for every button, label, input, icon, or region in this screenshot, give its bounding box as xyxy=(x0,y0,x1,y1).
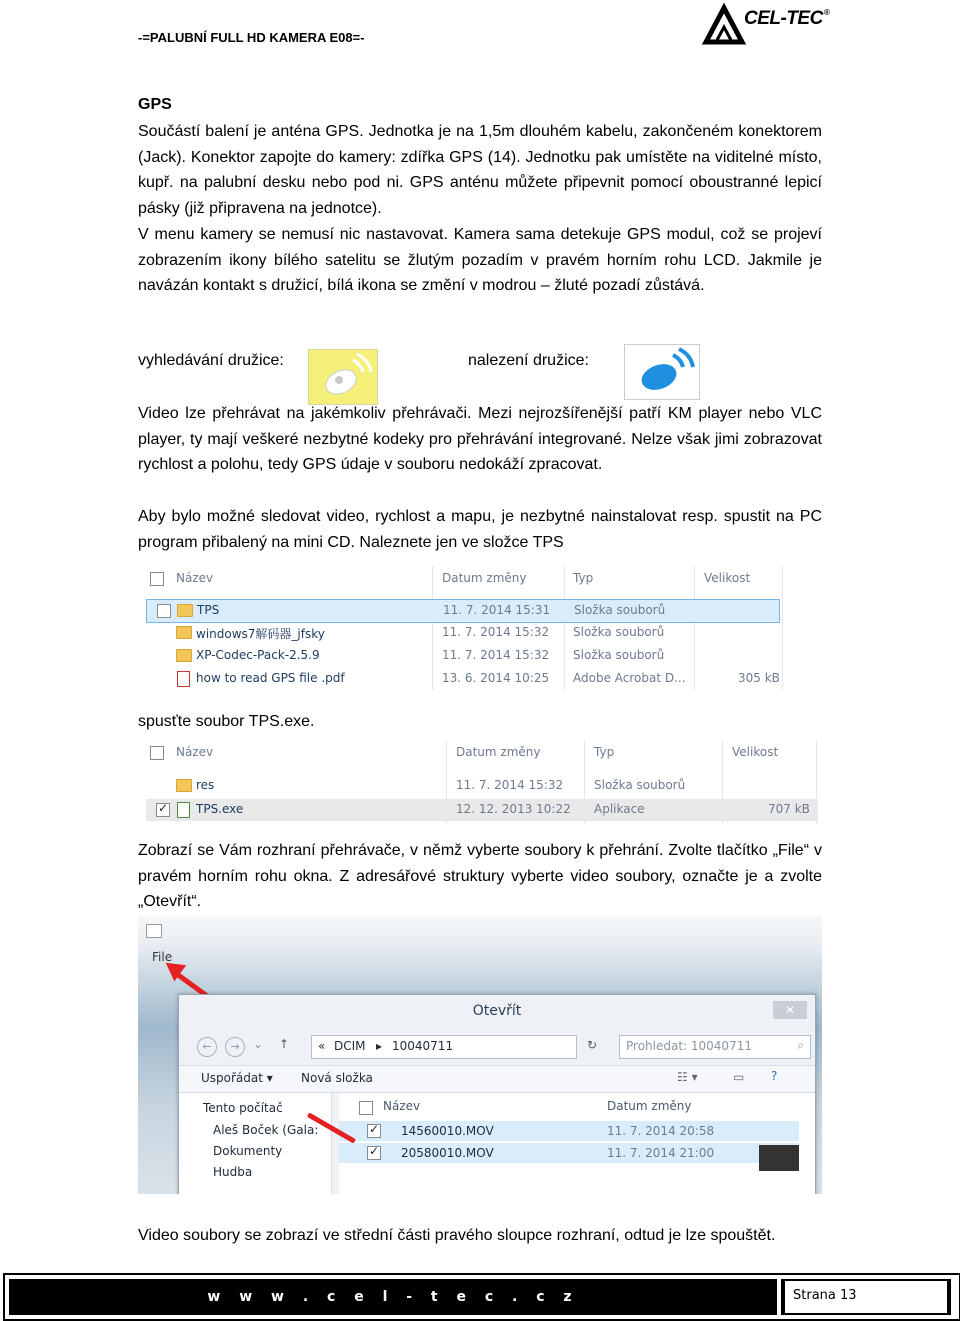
page-number: Strana 13 xyxy=(793,1288,857,1303)
file-size: 305 kB xyxy=(738,671,780,685)
paragraph-install: Aby bylo možné sledovat video, rychlost a mapu, je nezbytné nainstalovat resp. spustit na PC program přibalený na mini CD. Naleznete jen ve složce TPS xyxy=(138,508,822,551)
section-heading: GPS xyxy=(138,96,172,113)
website-link[interactable]: w w w . c e l - t e c . c z xyxy=(9,1279,777,1315)
tree-item-documents[interactable]: Dokumenty xyxy=(213,1144,283,1158)
paragraph-video-list: Video soubory se zobrazí ve střední části pravého sloupce rozhraní, odtud je lze spouštět. xyxy=(138,1227,776,1244)
window-icon xyxy=(146,924,162,938)
file-row-res[interactable] xyxy=(146,775,818,797)
file-row-xp-codec[interactable] xyxy=(146,645,784,667)
paragraph-gps-antenna: Součástí balení je anténa GPS. Jednotka je na 1,5m dlouhém kabelu, zakončeném konektorem (Jack). Konektor zapojte do kamery: zdířka GPS (14). Jednotku pak umístěte na viditelné místo, kupř. na palubní desku nebo pod ni. GPS anténu můžete připevnit pomocí oboustranné lepicí pásky (již připravena na jednotce). xyxy=(138,123,822,217)
open-dialog xyxy=(178,994,816,1194)
column-size[interactable]: Velikost xyxy=(732,745,779,759)
back-icon[interactable]: ← xyxy=(197,1037,217,1057)
file-type: Aplikace xyxy=(594,802,645,816)
file-date: 12. 12. 2013 10:22 xyxy=(456,802,571,816)
explorer-tps-folder xyxy=(146,562,784,692)
select-all-checkbox[interactable] xyxy=(150,746,164,760)
paragraph-player-ui: Zobrazí se Vám rozhraní přehrávače, v němž vyberte soubory k přehrání. Zvolte tlačítko „File“ v pravém horním rohu okna. Z adresářové struktury vyberte video soubory, označte je a zvolte „Otevřít“. xyxy=(138,842,822,911)
column-size[interactable]: Velikost xyxy=(704,571,751,585)
paragraph-players: Video lze přehrávat na jakémkoliv přehrávači. Mezi nejrozšířenější patří KM player nebo VLC player, ty mají veškeré nezbytné kodeky pro přehrávání integrované. Nelze však jimi zobrazovat rychlost a polohu, tedy GPS údaje v souboru nedokáží zpracovat. xyxy=(138,405,822,474)
video-thumbnail xyxy=(759,1145,799,1171)
search-satellite-label: vyhledávání družice: xyxy=(138,352,284,369)
file-name: res xyxy=(196,778,215,792)
file-type: Adobe Acrobat D... xyxy=(573,671,686,685)
help-icon[interactable]: ? xyxy=(771,1069,778,1083)
refresh-icon[interactable]: ↻ xyxy=(587,1038,598,1052)
file-row-tps-exe[interactable] xyxy=(146,799,818,821)
file-list xyxy=(339,1093,815,1194)
file-date: 11. 7. 2014 15:32 xyxy=(442,625,550,639)
row-checkbox[interactable] xyxy=(367,1146,381,1160)
column-name[interactable]: Název xyxy=(176,571,214,585)
row-checkbox[interactable] xyxy=(157,604,171,618)
paragraph-gps-menu: V menu kamery se nemusí nic nastavovat. Kamera sama detekuje GPS modul, což se projeví zobrazením ikony bílého satelitu se žlutým pozadím v pravém horním rohu LCD. Jakmile je navázán kontakt s družicí, bílá ikona se změní v modrou – žluté pozadí zůstává. xyxy=(138,226,822,295)
search-icon: ⌕ xyxy=(797,1038,804,1052)
column-name[interactable]: Název xyxy=(383,1099,421,1113)
file-row-pdf[interactable] xyxy=(146,668,784,690)
logo-text: CEL-TEC® xyxy=(744,8,830,29)
row-checkbox[interactable] xyxy=(156,803,170,817)
file-name: 20580010.MOV xyxy=(401,1146,494,1160)
folder-icon xyxy=(176,779,192,792)
file-name: TPS.exe xyxy=(196,802,244,816)
path-folder[interactable]: 10040711 xyxy=(392,1039,454,1053)
dialog-toolbar xyxy=(179,1065,815,1093)
forward-icon[interactable]: → xyxy=(225,1037,245,1057)
close-button[interactable]: ✕ xyxy=(773,1001,807,1019)
chevron-down-icon[interactable]: ⌄ xyxy=(253,1037,264,1051)
explorer-tps-exe xyxy=(146,738,818,824)
paragraph-run-exe: spusťte soubor TPS.exe. xyxy=(138,713,315,730)
select-all-checkbox[interactable] xyxy=(359,1101,373,1115)
file-size: 707 kB xyxy=(768,802,810,816)
search-input[interactable]: Prohledat: 10040711 ⌕ xyxy=(619,1035,811,1059)
document-header-title: -=PALUBNÍ FULL HD KAMERA E08=- xyxy=(138,30,365,45)
folder-icon xyxy=(177,604,193,617)
new-folder-button[interactable]: Nová složka xyxy=(301,1071,373,1085)
file-date: 11. 7. 2014 20:58 xyxy=(607,1124,715,1138)
view-options-icon[interactable]: ☷ ▾ xyxy=(677,1070,698,1084)
tree-item-this-pc[interactable]: Tento počítač xyxy=(203,1101,283,1115)
page-footer xyxy=(3,1273,960,1321)
file-type: Složka souborů xyxy=(574,603,666,617)
column-type[interactable]: Typ xyxy=(594,745,615,759)
file-row[interactable] xyxy=(339,1143,799,1163)
column-name[interactable]: Název xyxy=(176,745,214,759)
up-arrow-icon[interactable]: ↑ xyxy=(279,1037,290,1051)
file-name: how to read GPS file .pdf xyxy=(196,671,345,685)
player-screenshot xyxy=(138,916,822,1194)
file-menu[interactable]: File xyxy=(152,950,173,964)
file-name: 14560010.MOV xyxy=(401,1124,494,1138)
column-date[interactable]: Datum změny xyxy=(442,571,527,585)
file-date: 13. 6. 2014 10:25 xyxy=(442,671,550,685)
folder-icon xyxy=(176,649,192,662)
file-type: Složka souborů xyxy=(573,625,665,639)
select-all-checkbox[interactable] xyxy=(150,572,164,586)
exe-icon xyxy=(177,802,190,818)
file-date: 11. 7. 2014 21:00 xyxy=(607,1146,715,1160)
satellite-search-icon xyxy=(308,349,378,405)
column-date[interactable]: Datum změny xyxy=(456,745,541,759)
dialog-title: Otevřít xyxy=(472,1003,522,1019)
address-bar[interactable]: « DCIM ▸ 10040711 xyxy=(311,1035,577,1059)
satellite-found-icon xyxy=(624,344,700,400)
found-satellite-label: nalezení družice: xyxy=(468,352,589,369)
file-type: Složka souborů xyxy=(573,648,665,662)
file-name: windows7解码器_jfsky xyxy=(196,627,325,641)
file-row[interactable] xyxy=(339,1121,799,1141)
pdf-icon xyxy=(177,671,190,687)
row-checkbox[interactable] xyxy=(367,1124,381,1138)
file-date: 11. 7. 2014 15:31 xyxy=(443,603,551,617)
tree-item-user[interactable]: Aleš Boček (Gala: xyxy=(213,1123,319,1137)
folder-icon xyxy=(176,626,192,639)
file-date: 11. 7. 2014 15:32 xyxy=(442,648,550,662)
file-name: TPS xyxy=(197,603,220,617)
file-type: Složka souborů xyxy=(594,778,686,792)
column-date[interactable]: Datum změny xyxy=(607,1099,692,1113)
file-row-tps[interactable] xyxy=(146,599,780,623)
file-row-windows7[interactable] xyxy=(146,622,784,644)
preview-pane-icon[interactable]: ▭ xyxy=(733,1070,745,1084)
path-dcim[interactable]: DCIM xyxy=(334,1039,366,1053)
column-type[interactable]: Typ xyxy=(573,571,594,585)
folder-tree xyxy=(179,1093,332,1194)
navigation-bar xyxy=(187,1035,807,1059)
organize-button[interactable]: Uspořádat ▾ xyxy=(201,1071,273,1085)
file-date: 11. 7. 2014 15:32 xyxy=(456,778,564,792)
file-name: XP-Codec-Pack-2.5.9 xyxy=(196,648,320,662)
tree-item-music[interactable]: Hudba xyxy=(213,1165,253,1179)
